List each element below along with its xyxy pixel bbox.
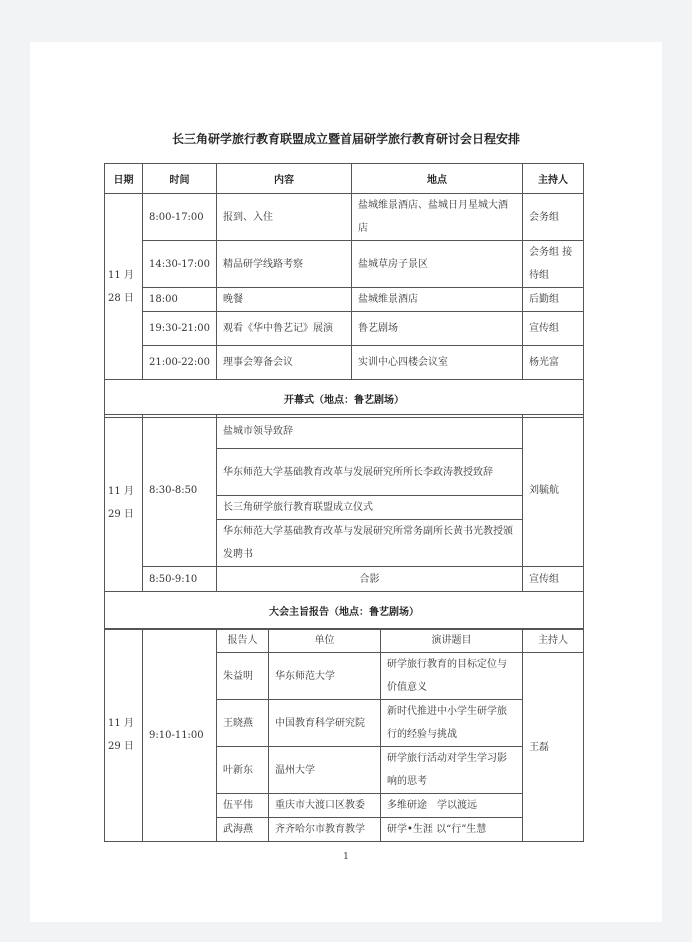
speaker-cell: 叶新东 [217,747,269,794]
host-cell: 王磊 [523,653,584,842]
unit-cell: 华东师范大学 [269,653,381,700]
place-cell: 盐城维景酒店、盐城日月星城大酒店 [352,194,523,241]
topic-cell: 研学旅行活动对学生学习影响的思考 [381,747,523,794]
time-cell: 19:30-21:00 [143,312,217,346]
date-cell: 11 月 28 日 [105,194,143,380]
host-cell: 会务组 [523,194,584,241]
place-cell: 盐城维景酒店 [352,288,523,312]
photo-cell: 合影 [217,567,523,592]
place-cell: 盐城草房子景区 [352,241,523,288]
content-cell: 精品研学线路考察 [217,241,352,288]
opening-table [104,414,584,630]
header-time: 时间 [143,164,217,194]
host-cell: 会务组 接待组 [523,241,584,288]
unit-cell: 重庆市大渡口区教委 [269,794,381,818]
header-topic: 演讲题目 [381,629,523,653]
header-speaker: 报告人 [217,629,269,653]
keynote-table [104,628,584,842]
header-host: 主持人 [523,164,584,194]
schedule-day1-table [104,163,584,418]
opening-section-heading: 开幕式（地点：鲁艺剧场） [105,380,584,418]
place-cell: 鲁艺剧场 [352,312,523,346]
time-cell: 8:00-17:00 [143,194,217,241]
header-host: 主持人 [523,629,584,653]
time-cell: 21:00-22:00 [143,346,217,380]
unit-cell: 温州大学 [269,747,381,794]
unit-cell: 中国教育科学研究院 [269,700,381,747]
header-content: 内容 [217,164,352,194]
time-cell: 8:30-8:50 [143,415,217,567]
time-cell: 8:50-9:10 [143,567,217,592]
place-cell: 实训中心四楼会议室 [352,346,523,380]
host-cell: 刘毓航 [523,415,584,567]
speaker-cell: 武海燕 [217,818,269,842]
topic-cell: 新时代推进中小学生研学旅行的经验与挑战 [381,700,523,747]
header-date: 日期 [105,164,143,194]
content-cell: 报到、入住 [217,194,352,241]
agenda-item: 长三角研学旅行教育联盟成立仪式 [217,496,523,520]
document-title: 长三角研学旅行教育联盟成立暨首届研学旅行教育研讨会日程安排 [171,132,520,146]
host-cell: 杨光富 [523,346,584,380]
host-cell: 宣传组 [523,312,584,346]
host-cell: 宣传组 [523,567,584,592]
agenda-item: 华东师范大学基础教育改革与发展研究所常务副所长黄书光教授颁发聘书 [217,520,523,567]
content-cell: 观看《华中鲁艺记》展演 [217,312,352,346]
date-cell: 11 月 29 日 [105,629,143,842]
time-cell: 18:00 [143,288,217,312]
speaker-cell: 伍平伟 [217,794,269,818]
time-cell: 9:10-11:00 [143,629,217,842]
topic-cell: 多维研途 学以渡远 [381,794,523,818]
unit-cell: 齐齐哈尔市教育教学 [269,818,381,842]
time-cell: 14:30-17:00 [143,241,217,288]
page-number: 1 [343,852,349,862]
keynote-section-heading: 大会主旨报告（地点：鲁艺剧场） [105,592,584,630]
agenda-item: 盐城市领导致辞 [217,415,523,449]
topic-cell: 研学旅行教育的目标定位与价值意义 [381,653,523,700]
header-place: 地点 [352,164,523,194]
content-cell: 晚餐 [217,288,352,312]
content-cell: 理事会筹备会议 [217,346,352,380]
topic-cell: 研学•生涯 以“行”生慧 [381,818,523,842]
header-unit: 单位 [269,629,381,653]
speaker-cell: 王晓燕 [217,700,269,747]
host-cell: 后勤组 [523,288,584,312]
agenda-item: 华东师范大学基础教育改革与发展研究所所长李政涛教授致辞 [217,449,523,496]
speaker-cell: 朱益明 [217,653,269,700]
date-cell: 11 月 29 日 [105,415,143,592]
